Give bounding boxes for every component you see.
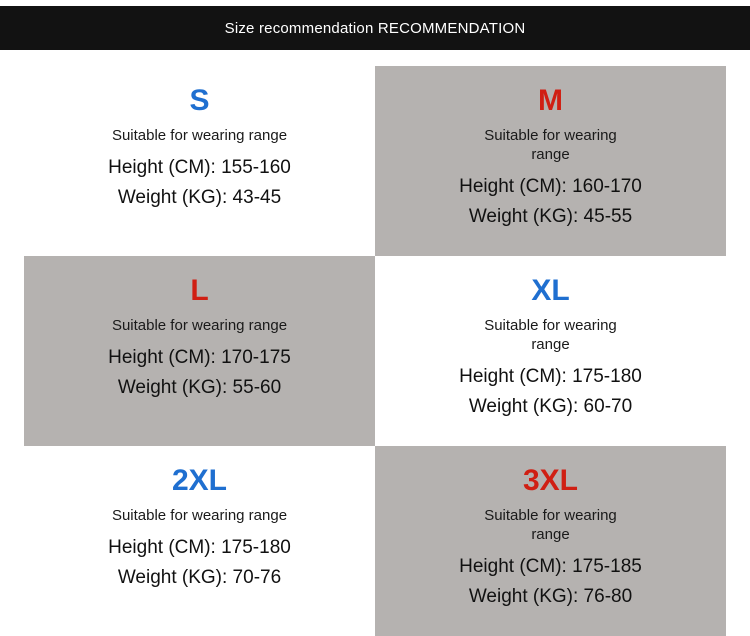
size-weight: Weight (KG): 55-60 bbox=[117, 377, 282, 398]
size-height: Height (CM): 175-180 bbox=[108, 537, 291, 558]
size-cell-l bbox=[24, 256, 375, 446]
size-subtitle: Suitable for wearing range bbox=[484, 317, 617, 353]
size-label: XL bbox=[531, 274, 570, 307]
banner-title: Size recommendation RECOMMENDATION bbox=[224, 19, 526, 37]
size-subtitle: Suitable for wearing range bbox=[484, 127, 617, 163]
size-weight: Weight (KG): 43-45 bbox=[117, 187, 282, 208]
size-grid bbox=[24, 66, 726, 636]
size-cell-s bbox=[24, 66, 375, 256]
banner bbox=[0, 6, 750, 50]
size-cell-3xl bbox=[375, 446, 726, 636]
size-height: Height (CM): 170-175 bbox=[108, 347, 291, 368]
size-height: Height (CM): 155-160 bbox=[108, 157, 291, 178]
size-weight: Weight (KG): 70-76 bbox=[117, 567, 282, 588]
size-label: S bbox=[189, 84, 210, 117]
size-cell-m bbox=[375, 66, 726, 256]
size-subtitle: Suitable for wearing range bbox=[484, 507, 617, 543]
size-cell-xl bbox=[375, 256, 726, 446]
size-label: L bbox=[190, 274, 209, 307]
size-subtitle: Suitable for wearing range bbox=[111, 127, 288, 144]
size-cell-2xl bbox=[24, 446, 375, 636]
size-subtitle: Suitable for wearing range bbox=[111, 317, 288, 334]
size-weight: Weight (KG): 45-55 bbox=[468, 206, 633, 227]
size-subtitle: Suitable for wearing range bbox=[111, 507, 288, 524]
size-height: Height (CM): 175-180 bbox=[459, 366, 642, 387]
size-label: 2XL bbox=[171, 464, 228, 497]
size-label: 3XL bbox=[522, 464, 579, 497]
size-height: Height (CM): 160-170 bbox=[459, 176, 642, 197]
size-label: M bbox=[538, 84, 563, 117]
size-weight: Weight (KG): 76-80 bbox=[468, 586, 633, 607]
size-height: Height (CM): 175-185 bbox=[459, 556, 642, 577]
size-weight: Weight (KG): 60-70 bbox=[468, 396, 633, 417]
